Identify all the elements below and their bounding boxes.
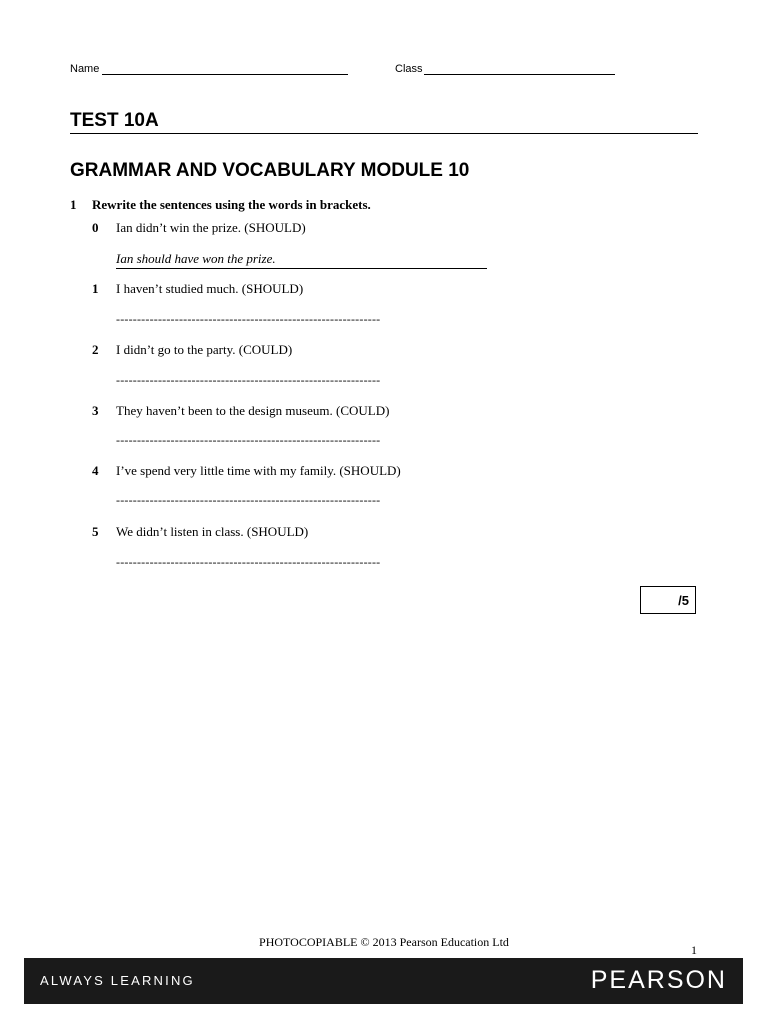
title-divider <box>70 133 698 134</box>
item-number: 1 <box>92 281 99 296</box>
item-sentence: I haven’t studied much. (SHOULD) <box>116 281 304 296</box>
answer-line[interactable]: --------------------------------------------------------------- <box>116 373 381 387</box>
brand-logo: PEARSON <box>590 966 727 994</box>
name-blank <box>102 74 348 75</box>
item-number: 2 <box>92 342 99 357</box>
score-box <box>640 586 696 614</box>
example-number: 0 <box>92 220 99 235</box>
item-sentence: I didn’t go to the party. (COULD) <box>116 342 293 357</box>
name-label: Name <box>70 63 100 75</box>
class-blank <box>424 74 615 75</box>
question-instruction: Rewrite the sentences using the words in brackets. <box>92 197 371 212</box>
answer-line[interactable]: --------------------------------------------------------------- <box>116 493 381 507</box>
module-title: GRAMMAR AND VOCABULARY MODULE 10 <box>70 160 470 181</box>
item-sentence: They haven’t been to the design museum. (COULD) <box>116 403 390 418</box>
example-sentence: Ian didn’t win the prize. (SHOULD) <box>116 220 306 235</box>
answer-line[interactable]: --------------------------------------------------------------- <box>116 312 381 326</box>
class-label: Class <box>395 63 423 75</box>
question-number: 1 <box>70 197 77 212</box>
test-title: TEST 10A <box>70 110 159 131</box>
answer-line[interactable]: --------------------------------------------------------------- <box>116 555 381 569</box>
page-number: 1 <box>691 943 697 957</box>
item-sentence: I’ve spend very little time with my family. (SHOULD) <box>116 463 401 478</box>
example-answer: Ian should have won the prize. <box>116 251 487 269</box>
item-number: 5 <box>92 524 99 539</box>
item-sentence: We didn’t listen in class. (SHOULD) <box>116 524 309 539</box>
item-number: 4 <box>92 463 99 478</box>
item-number: 3 <box>92 403 99 418</box>
score-total: /5 <box>678 593 689 608</box>
footer-banner <box>24 958 743 1004</box>
answer-line[interactable]: --------------------------------------------------------------- <box>116 433 381 447</box>
tagline: ALWAYS LEARNING <box>40 973 195 988</box>
copyright-notice: PHOTOCOPIABLE © 2013 Pearson Education Ltd <box>259 935 509 949</box>
